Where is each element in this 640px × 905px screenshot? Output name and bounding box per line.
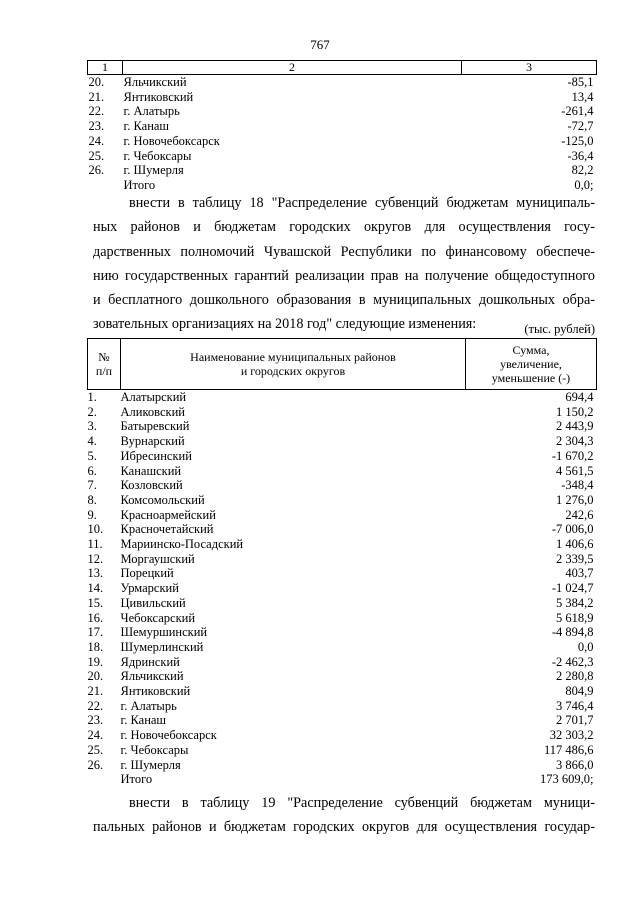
row-value: 804,9 <box>565 684 594 699</box>
row-number: 16. <box>87 610 104 625</box>
units-label: (тыс. рублей) <box>524 322 595 336</box>
row-number <box>88 772 121 787</box>
row-number: 19. <box>87 654 104 669</box>
row-name: г. Канаш <box>123 119 170 134</box>
row-number: 13. <box>87 566 104 581</box>
table-row <box>88 75 597 90</box>
table-row <box>88 640 597 655</box>
row-name: Комсомольский <box>120 492 205 507</box>
table-row <box>88 728 597 743</box>
row-value: -36,4 <box>567 148 594 163</box>
row-number: 3. <box>87 419 97 434</box>
row-number: 23. <box>88 119 105 134</box>
row-name: Яльчикский <box>120 669 184 684</box>
row-number: 25. <box>88 148 105 163</box>
paragraph-line: зовательных организациях на 2018 год" следующие изменения: <box>93 316 477 333</box>
row-number: 22. <box>87 698 104 713</box>
row-name: Алатырский <box>120 390 187 404</box>
table-row <box>88 625 597 640</box>
row-name: г. Новочебоксарск <box>123 133 220 148</box>
table-row <box>88 464 597 479</box>
table-row <box>88 684 597 699</box>
row-number: 6. <box>87 463 97 478</box>
row-name: Янтиковский <box>123 89 194 104</box>
row-number: 5. <box>87 448 97 463</box>
table-row <box>88 508 597 523</box>
row-name: Порецкий <box>120 566 174 581</box>
row-number: 20. <box>87 669 104 684</box>
row-number: 26. <box>88 163 105 178</box>
row-name: Моргаушский <box>120 551 195 566</box>
continuation-table-header <box>88 61 597 75</box>
row-number: 14. <box>87 581 104 596</box>
row-name: Янтиковский <box>120 684 191 699</box>
row-value: -7 006,0 <box>551 522 594 537</box>
row-value: -4 894,8 <box>551 625 594 640</box>
paragraph-line: дарственных полномочий Чувашской Республики по финансовому обеспече- <box>93 243 595 260</box>
row-value: 3 746,4 <box>556 698 594 713</box>
row-number: 17. <box>87 625 104 640</box>
row-value: 13,4 <box>571 89 594 104</box>
row-name: Итого <box>120 772 153 787</box>
row-name: Яльчикский <box>123 75 187 89</box>
table-row <box>88 772 597 787</box>
row-number: 21. <box>87 684 104 699</box>
page-number: 767 <box>310 37 330 52</box>
row-number: 20. <box>88 75 105 89</box>
column-header-1: 1 <box>88 61 123 75</box>
table-row <box>88 493 597 508</box>
table-row <box>88 596 597 611</box>
paragraph-line: нию государственных гарантий реализации прав на получение общедоступного <box>93 267 595 284</box>
row-number: 10. <box>87 522 104 537</box>
row-name: г. Алатырь <box>120 698 177 713</box>
row-number: 24. <box>88 133 105 148</box>
row-value: 242,6 <box>565 507 594 522</box>
row-value: -261,4 <box>561 104 594 119</box>
row-name: Ибресинский <box>120 448 192 463</box>
row-value: 5 618,9 <box>556 610 594 625</box>
column-header-2: 2 <box>123 61 462 75</box>
paragraph-line: ных районов и бюджетам городских округов для осуществления госу- <box>93 219 595 236</box>
table-row <box>88 669 597 684</box>
row-name: Шумерлинский <box>120 639 204 654</box>
row-value: 173 609,0; <box>540 772 594 787</box>
row-value: -1 670,2 <box>551 448 594 463</box>
row-number: 7. <box>87 478 97 493</box>
subvention-table <box>87 338 597 787</box>
header-number: № п/п <box>88 339 121 390</box>
table-row <box>88 390 597 405</box>
row-name: Красночетайский <box>120 522 214 537</box>
row-number: 1. <box>87 390 97 404</box>
table-row <box>88 537 597 552</box>
row-name: Батыревский <box>120 419 190 434</box>
paragraph-line: и бесплатного дошкольного образования в муниципальных дошкольных обра- <box>93 292 595 309</box>
paragraph-line <box>93 791 595 815</box>
row-number: 2. <box>87 404 97 419</box>
subvention-table-header <box>88 339 597 390</box>
row-name: г. Алатырь <box>123 104 180 119</box>
row-name: г. Чебоксары <box>120 742 189 757</box>
row-name: Аликовский <box>120 404 185 419</box>
row-value: 1 150,2 <box>556 404 594 419</box>
row-value: -1 024,7 <box>551 581 594 596</box>
table-row <box>88 552 597 567</box>
table-row <box>88 119 597 134</box>
row-value: 2 443,9 <box>556 419 594 434</box>
table-row <box>88 713 597 728</box>
row-number: 15. <box>87 595 104 610</box>
row-value: 2 304,3 <box>556 434 594 449</box>
row-value: 403,7 <box>565 566 594 581</box>
paragraph-table-18 <box>93 191 595 337</box>
table-row <box>88 566 597 581</box>
row-name: г. Шумерля <box>123 163 184 178</box>
row-value: 2 280,8 <box>556 669 594 684</box>
row-value: 2 701,7 <box>556 713 594 728</box>
row-number: 4. <box>87 434 97 449</box>
row-value: 117 486,6 <box>543 742 594 757</box>
row-value: 32 303,2 <box>549 728 594 743</box>
row-name: г. Чебоксары <box>123 148 192 163</box>
table-row <box>88 90 597 105</box>
table-row <box>88 104 597 119</box>
column-header-3: 3 <box>462 61 597 75</box>
table-row <box>88 449 597 464</box>
row-value: -85,1 <box>567 75 594 89</box>
table-row <box>88 149 597 164</box>
continuation-table <box>87 60 597 193</box>
row-value: 82,2 <box>571 163 594 178</box>
row-number: 12. <box>87 551 104 566</box>
row-name: Шемуршинский <box>120 625 208 640</box>
row-value: 1 276,0 <box>556 492 594 507</box>
row-name: г. Шумерля <box>120 757 181 772</box>
row-number: 26. <box>87 757 104 772</box>
row-value: 694,4 <box>565 390 594 404</box>
paragraph-line-text: внести в таблицу 19 "Распределение субвенций бюджетам муници- <box>129 795 595 811</box>
row-number: 8. <box>87 492 97 507</box>
row-name: Канашский <box>120 463 182 478</box>
row-number: 25. <box>87 742 104 757</box>
table-row <box>88 163 597 178</box>
row-number: 9. <box>87 507 97 522</box>
table-row <box>88 743 597 758</box>
row-value: 0,0 <box>577 639 594 654</box>
row-name: г. Канаш <box>120 713 167 728</box>
table-row <box>88 611 597 626</box>
table-row <box>88 522 597 537</box>
row-number: 22. <box>88 104 105 119</box>
row-number: 24. <box>87 728 104 743</box>
row-name: Красноармейский <box>120 507 216 522</box>
table-row <box>88 655 597 670</box>
row-name: Козловский <box>120 478 183 493</box>
table-row <box>88 758 597 773</box>
row-number: 18. <box>87 639 104 654</box>
row-name: Чебоксарский <box>120 610 196 625</box>
header-name: Наименование муниципальных районов и городских округов <box>121 339 466 390</box>
row-name: Вурнарский <box>120 434 185 449</box>
row-value: -125,0 <box>561 133 594 148</box>
row-value: -72,7 <box>567 119 594 134</box>
header-sum: Сумма, увеличение, уменьшение (-) <box>466 339 597 390</box>
row-value: 5 384,2 <box>556 595 594 610</box>
row-number: 11. <box>87 537 103 552</box>
table-row <box>88 419 597 434</box>
paragraph-line: пальных районов и бюджетам городских округов для осуществления государ- <box>93 819 595 836</box>
row-name: Урмарский <box>120 581 179 596</box>
row-value: 2 339,5 <box>556 551 594 566</box>
row-value: 0,0; <box>574 177 594 192</box>
table-row <box>88 405 597 420</box>
paragraph-table-19 <box>93 791 595 840</box>
row-name: Мариинско-Посадский <box>120 537 244 552</box>
row-value: 3 866,0 <box>556 757 594 772</box>
paragraph-line <box>93 191 595 215</box>
row-number: 23. <box>87 713 104 728</box>
table-row <box>88 478 597 493</box>
table-row <box>88 699 597 714</box>
row-value: 4 561,5 <box>556 463 594 478</box>
row-name: г. Новочебоксарск <box>120 728 217 743</box>
paragraph-line-text: внести в таблицу 18 "Распределение субвенций бюджетам муниципаль- <box>129 195 595 211</box>
table-row <box>88 581 597 596</box>
row-value: -2 462,3 <box>551 654 594 669</box>
row-name: Итого <box>123 177 156 192</box>
row-number: 21. <box>88 89 105 104</box>
row-name: Цивильский <box>120 595 186 610</box>
row-name: Ядринский <box>120 654 180 669</box>
table-row <box>88 434 597 449</box>
row-value: -348,4 <box>561 478 594 493</box>
table-row <box>88 134 597 149</box>
row-value: 1 406,6 <box>556 537 594 552</box>
